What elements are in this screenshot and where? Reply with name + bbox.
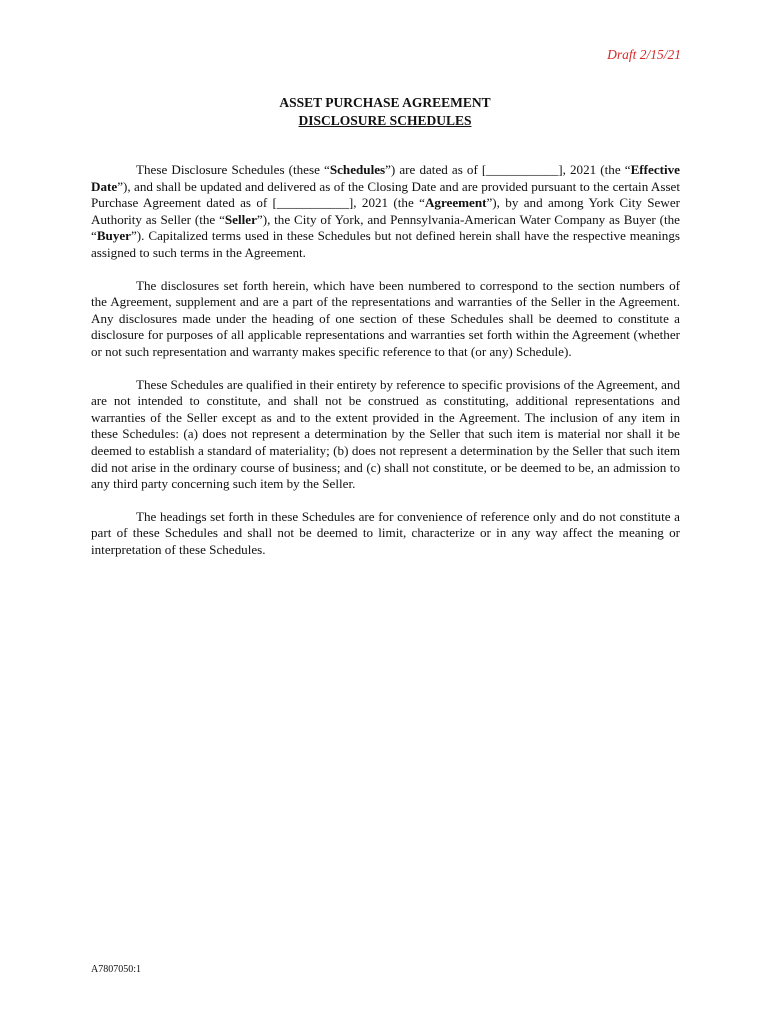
defined-term-schedules: Schedules <box>329 162 386 177</box>
footer-doc-id: A7807050:1 <box>91 964 141 975</box>
draft-label: Draft 2/15/21 <box>607 47 681 62</box>
document-body <box>91 162 680 574</box>
defined-term-buyer: Buyer <box>96 228 131 244</box>
p1-text-c: ”) are dated as of [___________], 2021 (the “ <box>385 162 631 177</box>
paragraph-2: The disclosures set forth herein, which have been numbered to correspond to the section numbers of the Agreement, supplement and are a part of the representations and warranties of the Seller in the Agreement. Any disclosures made under the heading of one section of these Schedules shall be deemed to constitute a disclosure for purposes of all applicable representations and warranties set forth within the Agreement (whether or not such representation and warranty makes specific reference to that (or any) Schedule). <box>91 277 680 359</box>
p1-text-g: ”), by and among York City Sewer Authority as Seller (the “ <box>91 195 680 227</box>
document-title <box>0 94 770 130</box>
title-line-2: DISCLOSURE SCHEDULES <box>298 113 472 128</box>
paragraph-3: These Schedules are qualified in their entirety by reference to specific provisions of the Agreement, and are not intended to constitute, and shall not be construed as constituting, additional representations and warranties of the Seller except as and to the extent provided in the Agreement. The inclusion of any item in these Schedules: (a) does not represent a determination by the Seller that such item is material nor shall it be deemed to establish a standard of materiality; (b) does not represent a determination by the Seller that such item did not arise in the ordinary course of business; and (c) shall not constitute, or be deemed to be, an admission to any third party concerning such item by the Seller. <box>91 376 680 492</box>
paragraph-1 <box>91 162 680 262</box>
title-line-1: ASSET PURCHASE AGREEMENT <box>279 95 491 110</box>
paragraph-4: The headings set forth in these Schedules are for convenience of reference only and do not constitute a part of these Schedules and shall not be deemed to limit, characterize or in any way affect the meaning or interpretation of these Schedules. <box>91 508 680 557</box>
p1-text-a: These Disclosure Schedules (these “ <box>136 162 330 177</box>
defined-term-seller: Seller <box>224 211 257 227</box>
p1-text-e: ”), and shall be updated and delivered as of the Closing Date and are provided pursuant to the certain Asset Purchase Agreement dated as of [___________], 2021 (the “ <box>91 178 680 211</box>
defined-term-effective-date: Effective Date <box>91 162 680 194</box>
defined-term-agreement: Agreement <box>424 195 487 211</box>
p1-text-i: ”), the City of York, and Pennsylvania-American Water Company as Buyer (the “ <box>91 211 680 244</box>
p1-text-k: ”). Capitalized terms used in these Schedules but not defined herein shall have the respective meanings assigned to such terms in the Agreement. <box>91 228 680 260</box>
